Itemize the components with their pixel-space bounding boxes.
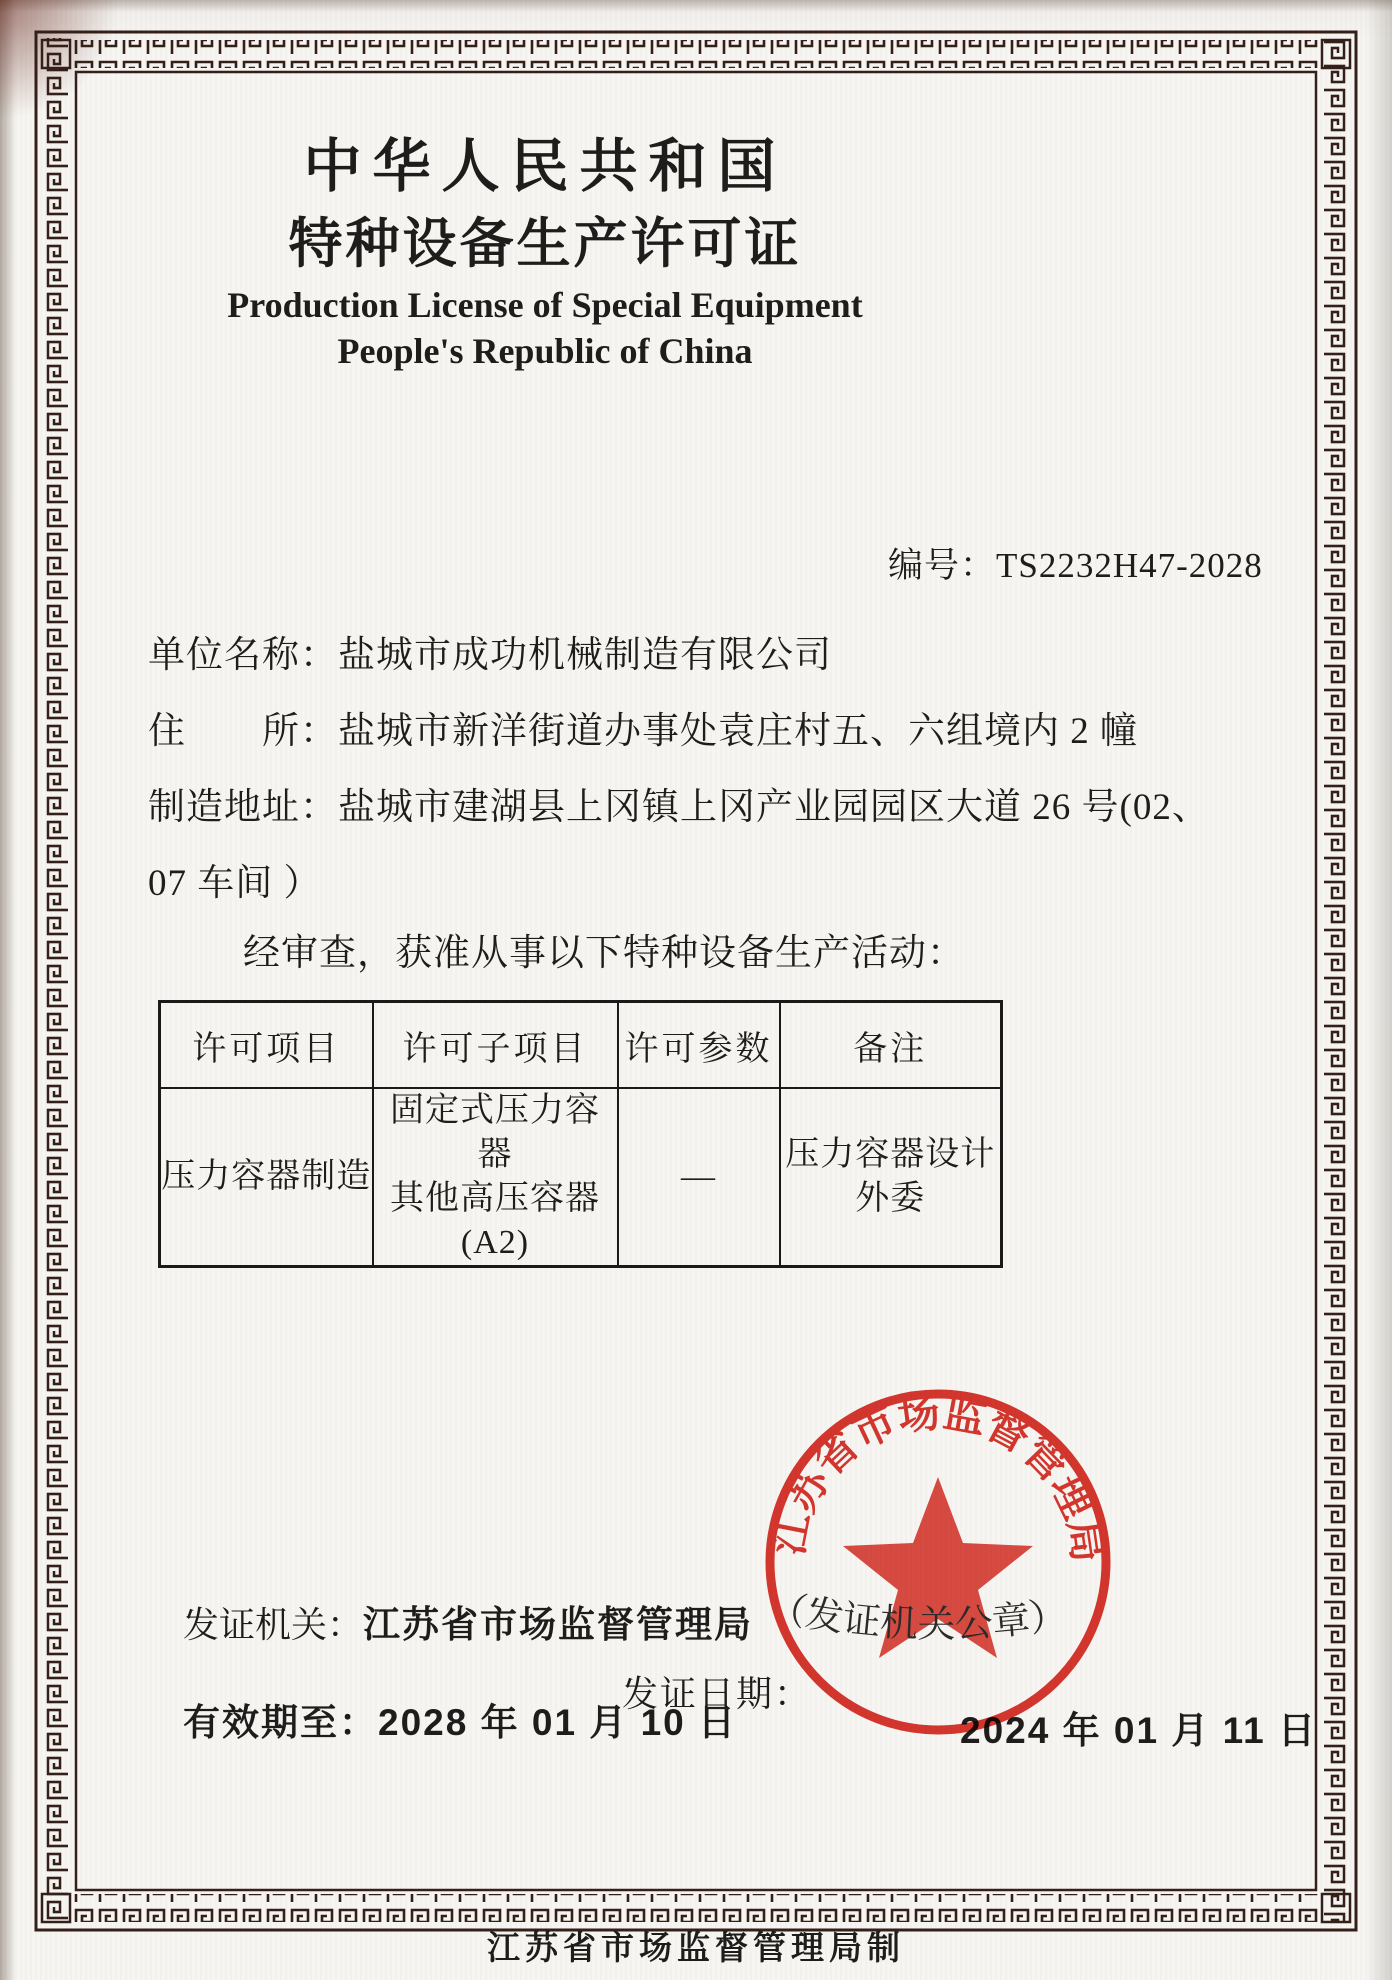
seal-ring-text: 江苏省市场监督管理局 xyxy=(766,1389,1111,1566)
approval-statement: 经审查，获准从事以下特种设备生产活动： xyxy=(243,933,965,974)
header-parameters: 许可参数 xyxy=(618,1002,780,1089)
issuer-value: 江苏省市场监督管理局 xyxy=(363,1605,754,1646)
seal-overlay-text: （发证机关公章） xyxy=(764,1585,1071,1647)
title-en-line2: People's Republic of China xyxy=(337,331,753,371)
valid-until-label: 有效期至： xyxy=(183,1702,378,1743)
unit-name-line xyxy=(148,624,832,678)
permit-table-header-row xyxy=(160,1002,1002,1089)
license-number-line xyxy=(888,538,1263,588)
unit-name-value: 盐城市成功机械制造有限公司 xyxy=(338,635,832,676)
cell-sub-item-line1: 固定式压力容器 xyxy=(390,1092,600,1173)
header-remark: 备注 xyxy=(780,1002,1002,1089)
manufacturing-address-label: 制造地址： xyxy=(148,787,338,828)
permit-table-data-row xyxy=(160,1088,1002,1267)
title-cn-line1: 中华人民共和国 xyxy=(303,134,787,199)
manufacturing-address-value: 盐城市建湖县上冈镇上冈产业园园区大道 26 号(02、 xyxy=(338,787,1210,828)
cell-sub-item xyxy=(373,1088,618,1267)
permit-table xyxy=(158,1000,1003,1268)
cell-sub-item-line2: 其他高压容器(A2) xyxy=(390,1180,600,1261)
title-en-line1: Production License of Special Equipment xyxy=(227,285,863,325)
cell-remark-line2: 外委 xyxy=(855,1180,926,1217)
issuer-label: 发证机关： xyxy=(183,1605,364,1645)
header-sub-item: 许可子项目 xyxy=(373,1002,618,1089)
official-seal xyxy=(748,1372,1128,1752)
cell-remark xyxy=(780,1088,1002,1267)
manufacturing-address-line xyxy=(148,776,1210,830)
cell-parameters: — xyxy=(618,1088,780,1267)
license-number-value: TS2232H47-2028 xyxy=(996,546,1263,585)
residence-line xyxy=(148,700,1138,754)
cell-remark-line1: 压力容器设计 xyxy=(785,1136,996,1173)
footer-issuing-authority: 江苏省市场监督管理局制 xyxy=(487,1931,905,1967)
issuer-line xyxy=(183,1594,753,1648)
title-cn-line2: 特种设备生产许可证 xyxy=(288,214,802,274)
issue-date-label: 发证日期： xyxy=(622,1674,813,1714)
unit-name-label: 单位名称： xyxy=(148,635,338,676)
residence-label: 住 所： xyxy=(148,711,338,752)
residence-value: 盐城市新洋街道办事处袁庄村五、六组境内 2 幢 xyxy=(338,711,1138,752)
title-block xyxy=(0,128,1090,374)
cell-permit-item: 压力容器制造 xyxy=(160,1088,373,1267)
manufacturing-address-continuation: 07 车间 ） xyxy=(148,863,322,904)
valid-until-value: 2028 年 01 月 10 日 xyxy=(378,1702,738,1743)
license-number-label: 编号： xyxy=(888,546,997,585)
header-permit-item: 许可项目 xyxy=(160,1002,373,1089)
issue-date-value: 2024 年 01 月 11 日 xyxy=(960,1710,1317,1751)
